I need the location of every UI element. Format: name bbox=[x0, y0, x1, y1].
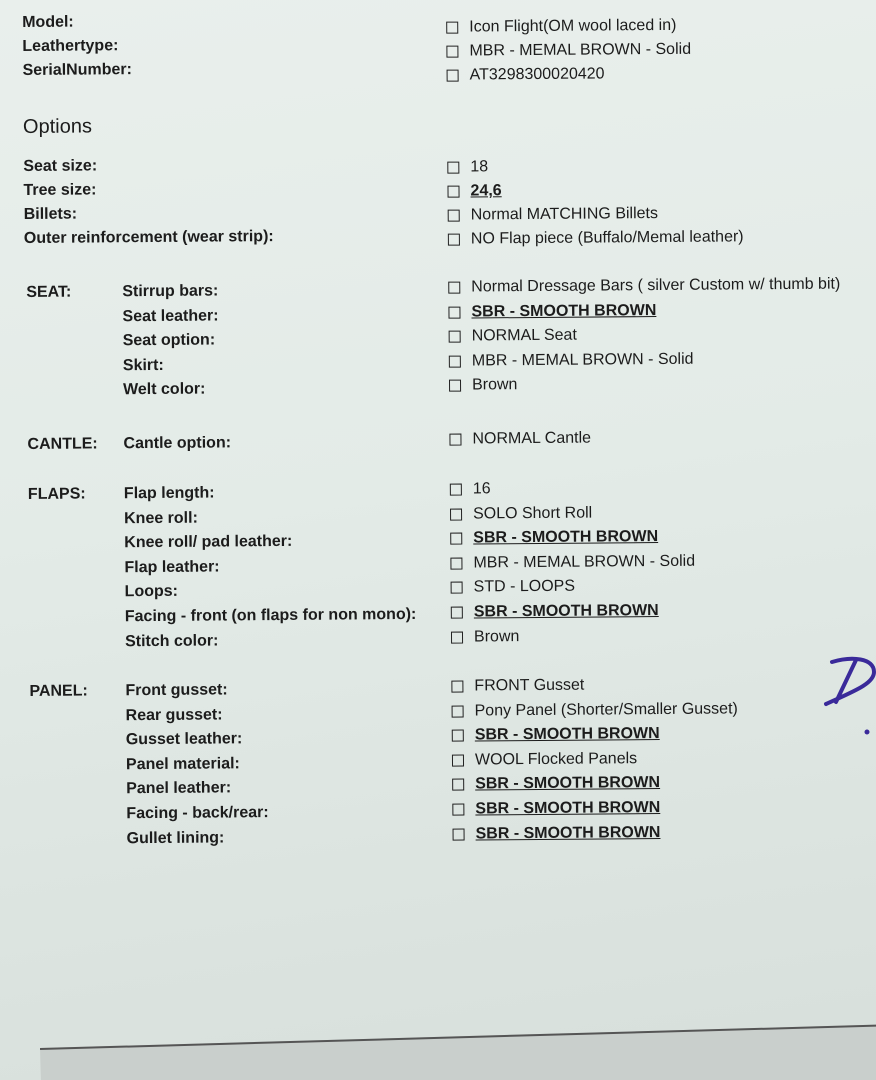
option-label: Billets: bbox=[23, 205, 78, 223]
field-value bbox=[451, 578, 575, 597]
field-value bbox=[448, 302, 656, 322]
section-field-label: Cantle option: bbox=[123, 434, 232, 453]
field-value-text: SBR - SMOOTH BROWN bbox=[475, 823, 661, 843]
option-label: Tree size: bbox=[23, 181, 97, 199]
checkbox-icon bbox=[452, 730, 464, 742]
field-value-text: WOOL Flocked Panels bbox=[474, 749, 638, 769]
field-value-text: SBR - SMOOTH BROWN bbox=[471, 301, 657, 321]
field-value-text: Normal MATCHING Billets bbox=[470, 205, 659, 224]
section-field-label: Knee roll/ pad leather: bbox=[124, 533, 293, 552]
section-field-label: Seat leather: bbox=[122, 307, 219, 325]
field-value bbox=[450, 553, 695, 573]
field-value bbox=[452, 750, 637, 769]
field-value-text: Brown bbox=[473, 627, 520, 646]
field-value-text: Pony Panel (Shorter/Smaller Gusset) bbox=[474, 699, 738, 720]
checkbox-icon bbox=[452, 804, 464, 816]
section-label: SEAT: bbox=[26, 283, 72, 301]
field-value bbox=[447, 65, 605, 84]
field-value bbox=[451, 628, 519, 647]
checkbox-icon bbox=[447, 70, 459, 82]
checkbox-icon bbox=[450, 508, 462, 520]
section-field-label: Gullet lining: bbox=[126, 829, 225, 847]
field-value-text: NORMAL Seat bbox=[471, 326, 577, 345]
checkbox-icon bbox=[452, 754, 464, 766]
field-value-text: SBR - SMOOTH BROWN bbox=[473, 602, 659, 621]
section-field-label: Welt color: bbox=[123, 380, 206, 399]
header-field-label: Leathertype: bbox=[22, 37, 119, 55]
section-field-label: Panel leather: bbox=[126, 779, 232, 798]
section-field-label: Panel material: bbox=[125, 755, 240, 774]
header-field-label: Model: bbox=[22, 13, 74, 31]
checkbox-icon bbox=[449, 380, 461, 392]
field-value-text: AT3298300020420 bbox=[469, 65, 605, 84]
field-value bbox=[449, 377, 517, 396]
checkbox-icon bbox=[453, 828, 465, 840]
field-value-text: SBR - SMOOTH BROWN bbox=[474, 725, 660, 744]
option-label: Seat size: bbox=[23, 157, 98, 175]
section-label: CANTLE: bbox=[27, 435, 98, 453]
checkbox-icon bbox=[447, 186, 459, 198]
field-value-text: Normal Dressage Bars ( silver Custom w/ thumb bit) bbox=[471, 275, 841, 296]
paper-bottom-edge bbox=[40, 1023, 876, 1080]
field-value-text: FRONT Gusset bbox=[474, 676, 585, 695]
checkbox-icon bbox=[448, 282, 460, 294]
section-label: PANEL: bbox=[29, 682, 88, 700]
section-field-label: Flap length: bbox=[123, 484, 215, 503]
field-value bbox=[447, 158, 488, 176]
field-value-text: SBR - SMOOTH BROWN bbox=[475, 799, 661, 818]
section-field-label: Rear gusset: bbox=[125, 706, 223, 724]
checkbox-icon bbox=[450, 533, 462, 545]
field-value bbox=[448, 228, 744, 248]
field-value-text: SBR - SMOOTH BROWN bbox=[473, 528, 659, 547]
field-value-text: NO Flap piece (Buffalo/Memal leather) bbox=[470, 228, 744, 248]
field-value-text: NORMAL Cantle bbox=[472, 429, 592, 448]
checkbox-icon bbox=[451, 681, 463, 693]
field-value bbox=[446, 41, 691, 61]
checkbox-icon bbox=[446, 46, 458, 58]
section-field-label: Knee roll: bbox=[124, 509, 198, 527]
options-heading: Options bbox=[22, 115, 93, 138]
field-value bbox=[452, 700, 738, 720]
section-field-label: Seat option: bbox=[122, 331, 216, 350]
field-value bbox=[452, 824, 660, 844]
section-label: FLAPS: bbox=[27, 485, 86, 503]
checkbox-icon bbox=[449, 434, 461, 446]
field-value-text: SBR - SMOOTH BROWN bbox=[475, 774, 661, 793]
section-field-label: Facing - front (on flaps for non mono): bbox=[124, 605, 417, 626]
field-value bbox=[450, 504, 592, 523]
section-field-label: Loops: bbox=[124, 583, 179, 601]
field-value-text: MBR - MEMAL BROWN - Solid bbox=[473, 552, 696, 572]
checkbox-icon bbox=[452, 705, 464, 717]
checkbox-icon bbox=[451, 631, 463, 643]
checkbox-icon bbox=[448, 210, 460, 222]
checkbox-icon bbox=[449, 331, 461, 343]
saddle-order-sheet bbox=[22, 0, 876, 900]
field-value-text: 18 bbox=[470, 158, 489, 176]
field-value bbox=[449, 430, 591, 449]
field-value-text: SOLO Short Roll bbox=[472, 504, 593, 523]
checkbox-icon bbox=[448, 306, 460, 318]
section-field-label: Skirt: bbox=[122, 356, 164, 375]
checkbox-icon bbox=[447, 162, 459, 174]
option-label: Outer reinforcement (wear strip): bbox=[23, 228, 274, 247]
section-field-label: Stirrup bars: bbox=[122, 282, 219, 301]
field-value-text: 16 bbox=[472, 480, 491, 498]
checkbox-icon bbox=[449, 355, 461, 367]
field-value bbox=[449, 351, 694, 371]
checkbox-icon bbox=[446, 22, 458, 34]
field-value bbox=[449, 327, 577, 346]
checkbox-icon bbox=[450, 484, 462, 496]
section-field-label: Flap leather: bbox=[124, 558, 220, 577]
field-value bbox=[447, 182, 501, 200]
field-value bbox=[452, 725, 660, 745]
field-value bbox=[446, 17, 676, 37]
checkbox-icon bbox=[451, 607, 463, 619]
section-field-label: Gusset leather: bbox=[125, 730, 243, 749]
checkbox-icon bbox=[451, 582, 463, 594]
field-value bbox=[452, 799, 660, 819]
field-value bbox=[450, 480, 491, 498]
field-value bbox=[452, 774, 660, 794]
header-field-label: SerialNumber: bbox=[22, 61, 132, 79]
field-value bbox=[448, 205, 658, 225]
section-field-label: Facing - back/rear: bbox=[126, 804, 269, 823]
field-value bbox=[451, 602, 659, 622]
field-value bbox=[450, 528, 658, 548]
field-value-text: STD - LOOPS bbox=[473, 578, 576, 596]
field-value-text: MBR - MEMAL BROWN - Solid bbox=[471, 350, 694, 370]
field-value-text: Icon Flight(OM wool laced in) bbox=[469, 16, 677, 36]
checkbox-icon bbox=[452, 779, 464, 791]
handwritten-mark-icon bbox=[812, 650, 876, 750]
section-field-label: Stitch color: bbox=[124, 632, 219, 650]
checkbox-icon bbox=[448, 234, 460, 246]
field-value-text: MBR - MEMAL BROWN - Solid bbox=[469, 40, 692, 60]
field-value-text: 24,6 bbox=[470, 182, 502, 200]
checkbox-icon bbox=[450, 557, 462, 569]
field-value bbox=[451, 677, 584, 696]
field-value-text: Brown bbox=[471, 376, 518, 394]
field-value bbox=[448, 276, 840, 297]
section-field-label: Front gusset: bbox=[125, 681, 228, 700]
